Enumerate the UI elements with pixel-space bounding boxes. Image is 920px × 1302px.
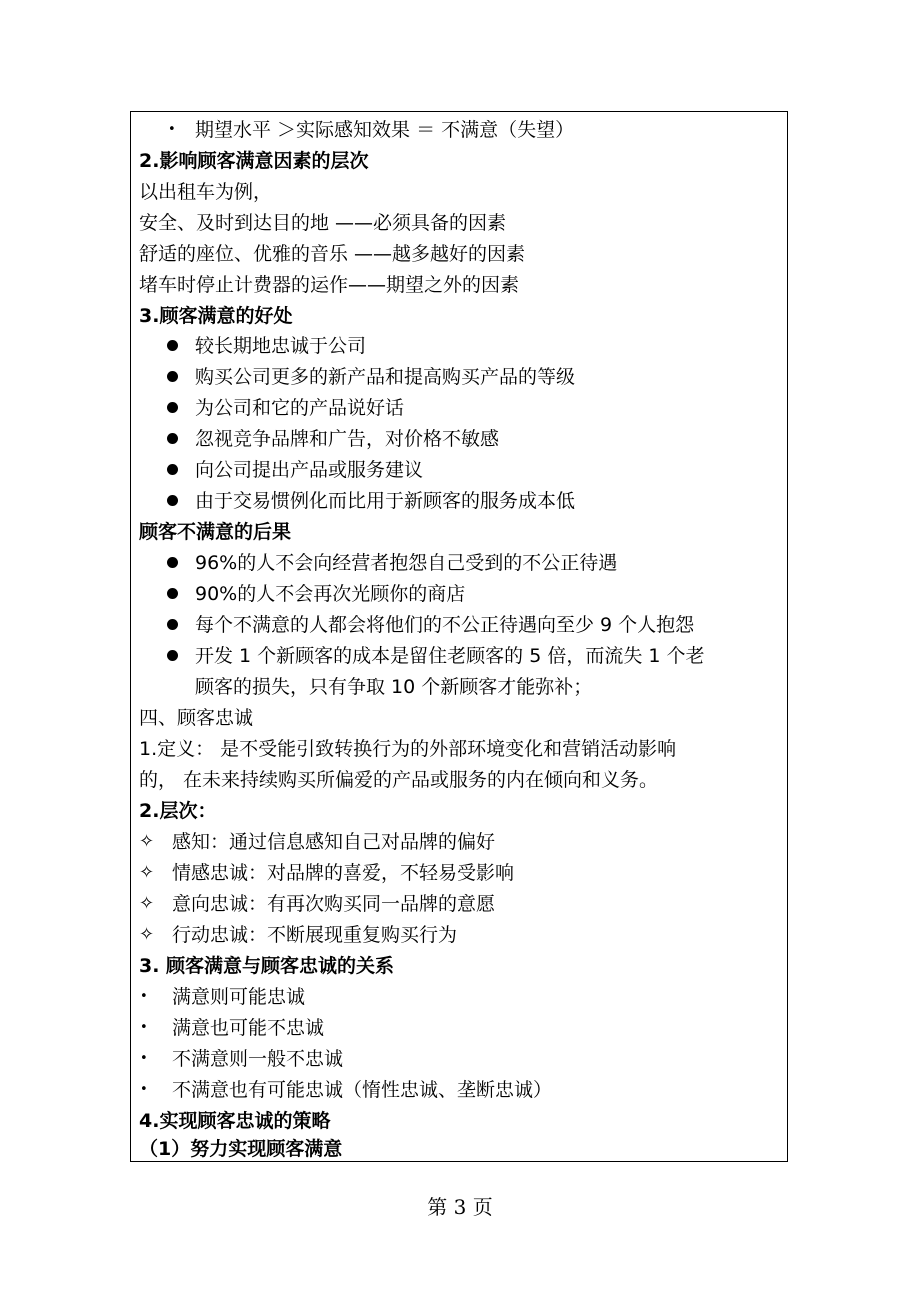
bullet-icon — [167, 650, 178, 661]
subsection-heading: （1）努力实现顾客满意 — [139, 1138, 343, 1160]
list-item: 较长期地忠诚于公司 — [195, 335, 367, 357]
list-item: 90%的人不会再次光顾你的商店 — [195, 583, 466, 605]
list-item: 每个不满意的人都会将他们的不公正待遇向至少 9 个人抱怨 — [195, 614, 695, 636]
small-bullet-icon: • — [140, 1082, 148, 1097]
list-item: 向公司提出产品或服务建议 — [195, 459, 424, 481]
list-item: 情感忠诚：对品牌的喜爱，不轻易受影响 — [172, 862, 515, 884]
list-item: 开发 1 个新顾客的成本是留住老顾客的 5 倍，而流失 1 个老 — [195, 645, 705, 667]
small-bullet-icon: • — [140, 1051, 148, 1066]
section-heading: 顾客不满意的后果 — [139, 521, 292, 543]
list-item-continuation: 顾客的损失，只有争取 10 个新顾客才能弥补； — [195, 676, 593, 698]
text-line: 堵车时停止计费器的运作——期望之外的因素 — [139, 274, 520, 296]
chapter-heading: 四、顾客忠诚 — [139, 707, 254, 729]
list-item: 忽视竞争品牌和广告，对价格不敏感 — [195, 428, 500, 450]
list-item: 购买公司更多的新产品和提高购买产品的等级 — [195, 366, 576, 388]
list-item: 不满意则一般不忠诚 — [172, 1048, 344, 1070]
diamond-icon: ✧ — [139, 862, 155, 883]
list-item: 感知：通过信息感知自己对品牌的偏好 — [172, 831, 496, 853]
bullet-icon — [167, 402, 178, 413]
bullet-icon — [167, 371, 178, 382]
text-line: 以出租车为例， — [139, 181, 273, 203]
bullet-icon — [167, 464, 178, 475]
small-bullet-icon: • — [140, 989, 148, 1004]
text-line: 安全、及时到达目的地 ——必须具备的因素 — [139, 212, 507, 234]
bullet-icon — [167, 557, 178, 568]
list-item: 意向忠诚：有再次购买同一品牌的意愿 — [172, 893, 496, 915]
diamond-icon: ✧ — [139, 893, 155, 914]
list-item: 不满意也有可能忠诚（惰性忠诚、垄断忠诚） — [172, 1079, 553, 1101]
small-bullet-icon: • — [140, 1020, 148, 1035]
section-heading: 3.顾客满意的好处 — [139, 305, 293, 327]
page-number: 第 3 页 — [427, 1195, 493, 1219]
text-line: 1.定义： 是不受能引致转换行为的外部环境变化和营销活动影响 — [139, 738, 677, 760]
bullet-icon — [167, 495, 178, 506]
section-heading: 2.影响顾客满意因素的层次 — [139, 150, 369, 172]
text-line: 期望水平 ＞实际感知效果 ＝ 不满意（失望） — [195, 119, 575, 141]
bullet-icon — [167, 588, 178, 599]
list-item: 满意也可能不忠诚 — [172, 1017, 325, 1039]
list-item: 为公司和它的产品说好话 — [195, 397, 405, 419]
text-line: 的， 在未来持续购买所偏爱的产品或服务的内在倾向和义务。 — [139, 769, 659, 791]
bullet-icon — [167, 340, 178, 351]
section-heading: 3. 顾客满意与顾客忠诚的关系 — [139, 955, 395, 977]
bullet-icon — [167, 433, 178, 444]
list-item: 96%的人不会向经营者抱怨自己受到的不公正待遇 — [195, 552, 618, 574]
diamond-icon: ✧ — [139, 924, 155, 945]
list-item: 由于交易惯例化而比用于新顾客的服务成本低 — [195, 490, 576, 512]
text-line: 舒适的座位、优雅的音乐 ——越多越好的因素 — [139, 243, 526, 265]
diamond-icon: ✧ — [139, 831, 155, 852]
section-heading: 4.实现顾客忠诚的策略 — [139, 1110, 331, 1132]
list-item: 行动忠诚：不断展现重复购买行为 — [172, 924, 458, 946]
small-bullet-icon: • — [168, 122, 176, 137]
bullet-icon — [167, 619, 178, 630]
section-heading: 2.层次： — [139, 800, 217, 822]
list-item: 满意则可能忠诚 — [172, 986, 306, 1008]
